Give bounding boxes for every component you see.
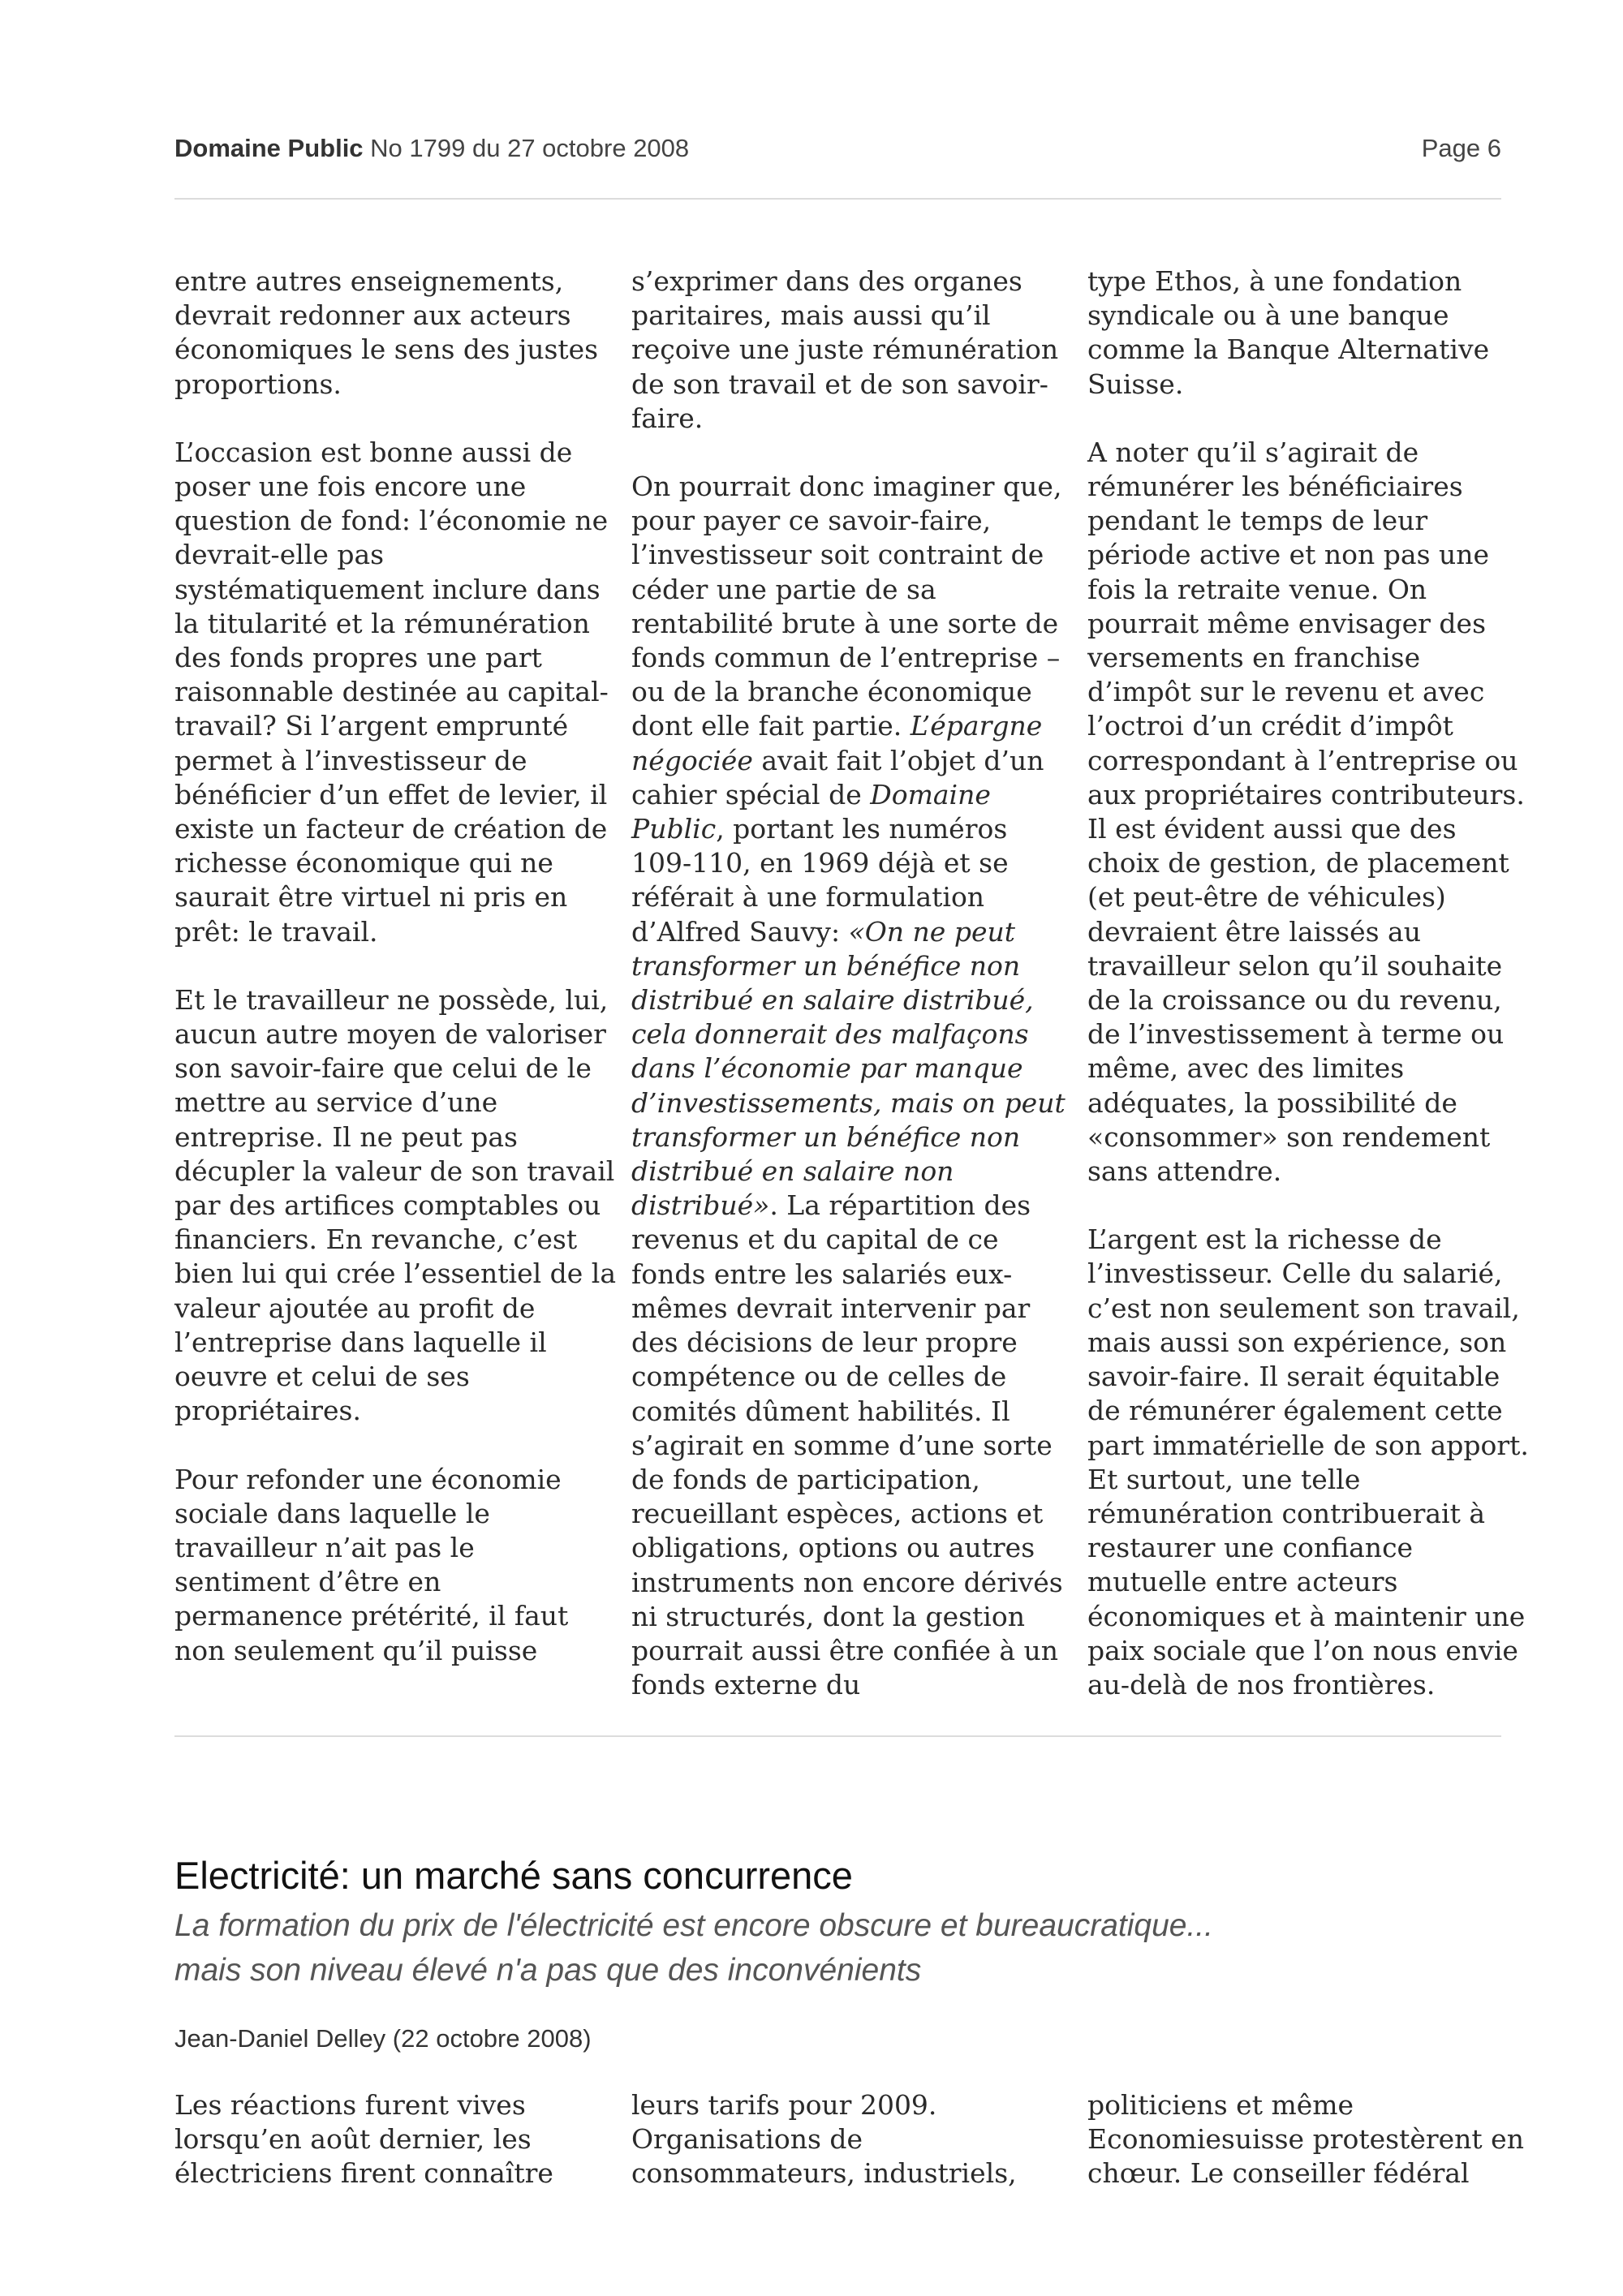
- paragraph: entre autres enseignements, devrait redonner aux acteurs économiques le sens des justes proportions.: [174, 265, 599, 400]
- paragraph: leurs tarifs pour 2009. Organisations de consommateurs, industriels,: [631, 2089, 1017, 2190]
- header-divider: [174, 198, 1501, 200]
- italic-quote: «On ne peut transformer un bénéfice non distribué en salaire distribué, cela donnerait des malfaçons dans l’économie par manque d’investissements, mais on peut transformer un bénéfice non distribué en salaire non distribué»: [631, 915, 1065, 1222]
- subtitle-line: mais son niveau élevé n'a pas que des inconvénients: [174, 1953, 922, 1988]
- text-run: . La répartition des revenus et du capital de ce fonds entre les salariés eux-mêmes devrait intervenir par des décisions de leur propre compétence ou de celles de comités dûment habilités. Il s’agirait en somme d’une sorte de fonds de participation, recueillant espèces, actions et obligations, options ou autres instruments non encore dérivés ni structurés, dont la gestion pourrait aussi être confiée à un fonds externe du: [631, 1189, 1063, 1701]
- paragraph: politiciens et même Economiesuisse protestèrent en chœur. Le conseiller fédéral: [1087, 2089, 1524, 2190]
- paragraph: [631, 470, 1074, 1702]
- article2-column-1: [174, 2088, 617, 2225]
- paragraph: L’occasion est bonne aussi de poser une fois encore une question de fond: l’économie ne devrait-elle pas systématiquement inclure dans la titularité et la rémunération des fonds propres une part raisonnable destinée au capital-travail? Si l’argent emprunté permet à l’investisseur de bénéficier d’un effet de levier, il existe un facteur de création de richesse économique qui ne saurait être virtuel ni pris en prêt: le travail.: [174, 436, 609, 948]
- paragraph: L’argent est la richesse de l’investisseur. Celle du salarié, c’est non seulement son travail, mais aussi son expérience, son savoir-faire. Il serait équitable de rémunérer également cette part immatérielle de son apport. Et surtout, une telle rémunération contribuerait à restaurer une confiance mutuelle entre acteurs économiques et à maintenir une paix sociale que l’on nous envie au-delà de nos frontières.: [1087, 1223, 1529, 1701]
- article1-column-2: [631, 264, 1074, 1736]
- article1-column-3: [1087, 264, 1530, 1736]
- italic-text-run: L’épargne négociée: [631, 710, 1043, 776]
- article-title: Electricité: un marché sans concurrence: [174, 1854, 853, 1897]
- paragraph: A noter qu’il s’agirait de rémunérer les bénéficiaires pendant le temps de leur période active et non pas une fois la retraite venue. On pourrait même envisager des versements en franchise d’impôt sur le revenu et avec l’octroi d’un crédit d’impôt correspondant à l’entreprise ou aux propriétaires contributeurs. Il est évident aussi que des choix de gestion, de placement (et peut-être de véhicules) devraient être laissés au travailleur selon qu’il souhaite de la croissance ou du revenu, de l’investissement à terme ou même, avec des limites adéquates, la possibilité de «consommer» son rendement sans attendre.: [1087, 436, 1525, 1188]
- issue-info: No 1799 du 27 octobre 2008: [370, 134, 690, 162]
- text-run: , portant les numéros 109-110, en 1969 déjà et se référait à une formulation d’Alfred Sauvy:: [631, 813, 1009, 948]
- article-divider: [174, 1735, 1501, 1737]
- article2-column-3: [1087, 2088, 1530, 2225]
- header-publication-info: [174, 134, 689, 163]
- paragraph: Pour refonder une économie sociale dans laquelle le travailleur n’ait pas le sentiment d’être en permanence prétérité, il faut non seulement qu’il puisse: [174, 1463, 569, 1666]
- text-run: avait fait l’objet d’un cahier spécial de: [631, 744, 1044, 810]
- article-byline: Jean-Daniel Delley (22 octobre 2008): [174, 2024, 592, 2053]
- page-header: [174, 134, 1501, 166]
- paragraph: Les réactions furent vives lorsqu’en août dernier, les électriciens firent connaître: [174, 2089, 553, 2190]
- paragraph: type Ethos, à une fondation syndicale ou à une banque comme la Banque Alternative Suisse.: [1087, 265, 1490, 400]
- article2-column-2: [631, 2088, 1074, 2225]
- publication-name: Domaine Public: [174, 134, 364, 162]
- article1-column-1: [174, 264, 617, 1702]
- subtitle-line: La formation du prix de l'électricité est encore obscure et bureaucratique...: [174, 1908, 1213, 1943]
- paragraph: s’exprimer dans des organes paritaires, mais aussi qu’il reçoive une juste rémunération de son travail et de son savoir-faire.: [631, 265, 1059, 434]
- page-number: Page 6: [1421, 134, 1501, 162]
- text-run: On pourrait donc imaginer que, pour payer ce savoir-faire, l’investisseur soit contraint de céder une partie de sa rentabilité brute à une sorte de fonds commun de l’entreprise – ou de la branche économique dont elle fait partie.: [631, 471, 1062, 742]
- article-subtitle: [174, 1903, 1554, 1993]
- paragraph: Et le travailleur ne possède, lui, aucun autre moyen de valoriser son savoir-faire que celui de le mettre au service d’une entreprise. Il ne peut pas décupler la valeur de son travail par des artifices comptables ou financiers. En revanche, c’est bien lui qui crée l’essentiel de la valeur ajoutée au profit de l’entreprise dans laquelle il oeuvre et celui de ses propriétaires.: [174, 983, 617, 1427]
- italic-text-run: Domaine Public: [631, 778, 991, 845]
